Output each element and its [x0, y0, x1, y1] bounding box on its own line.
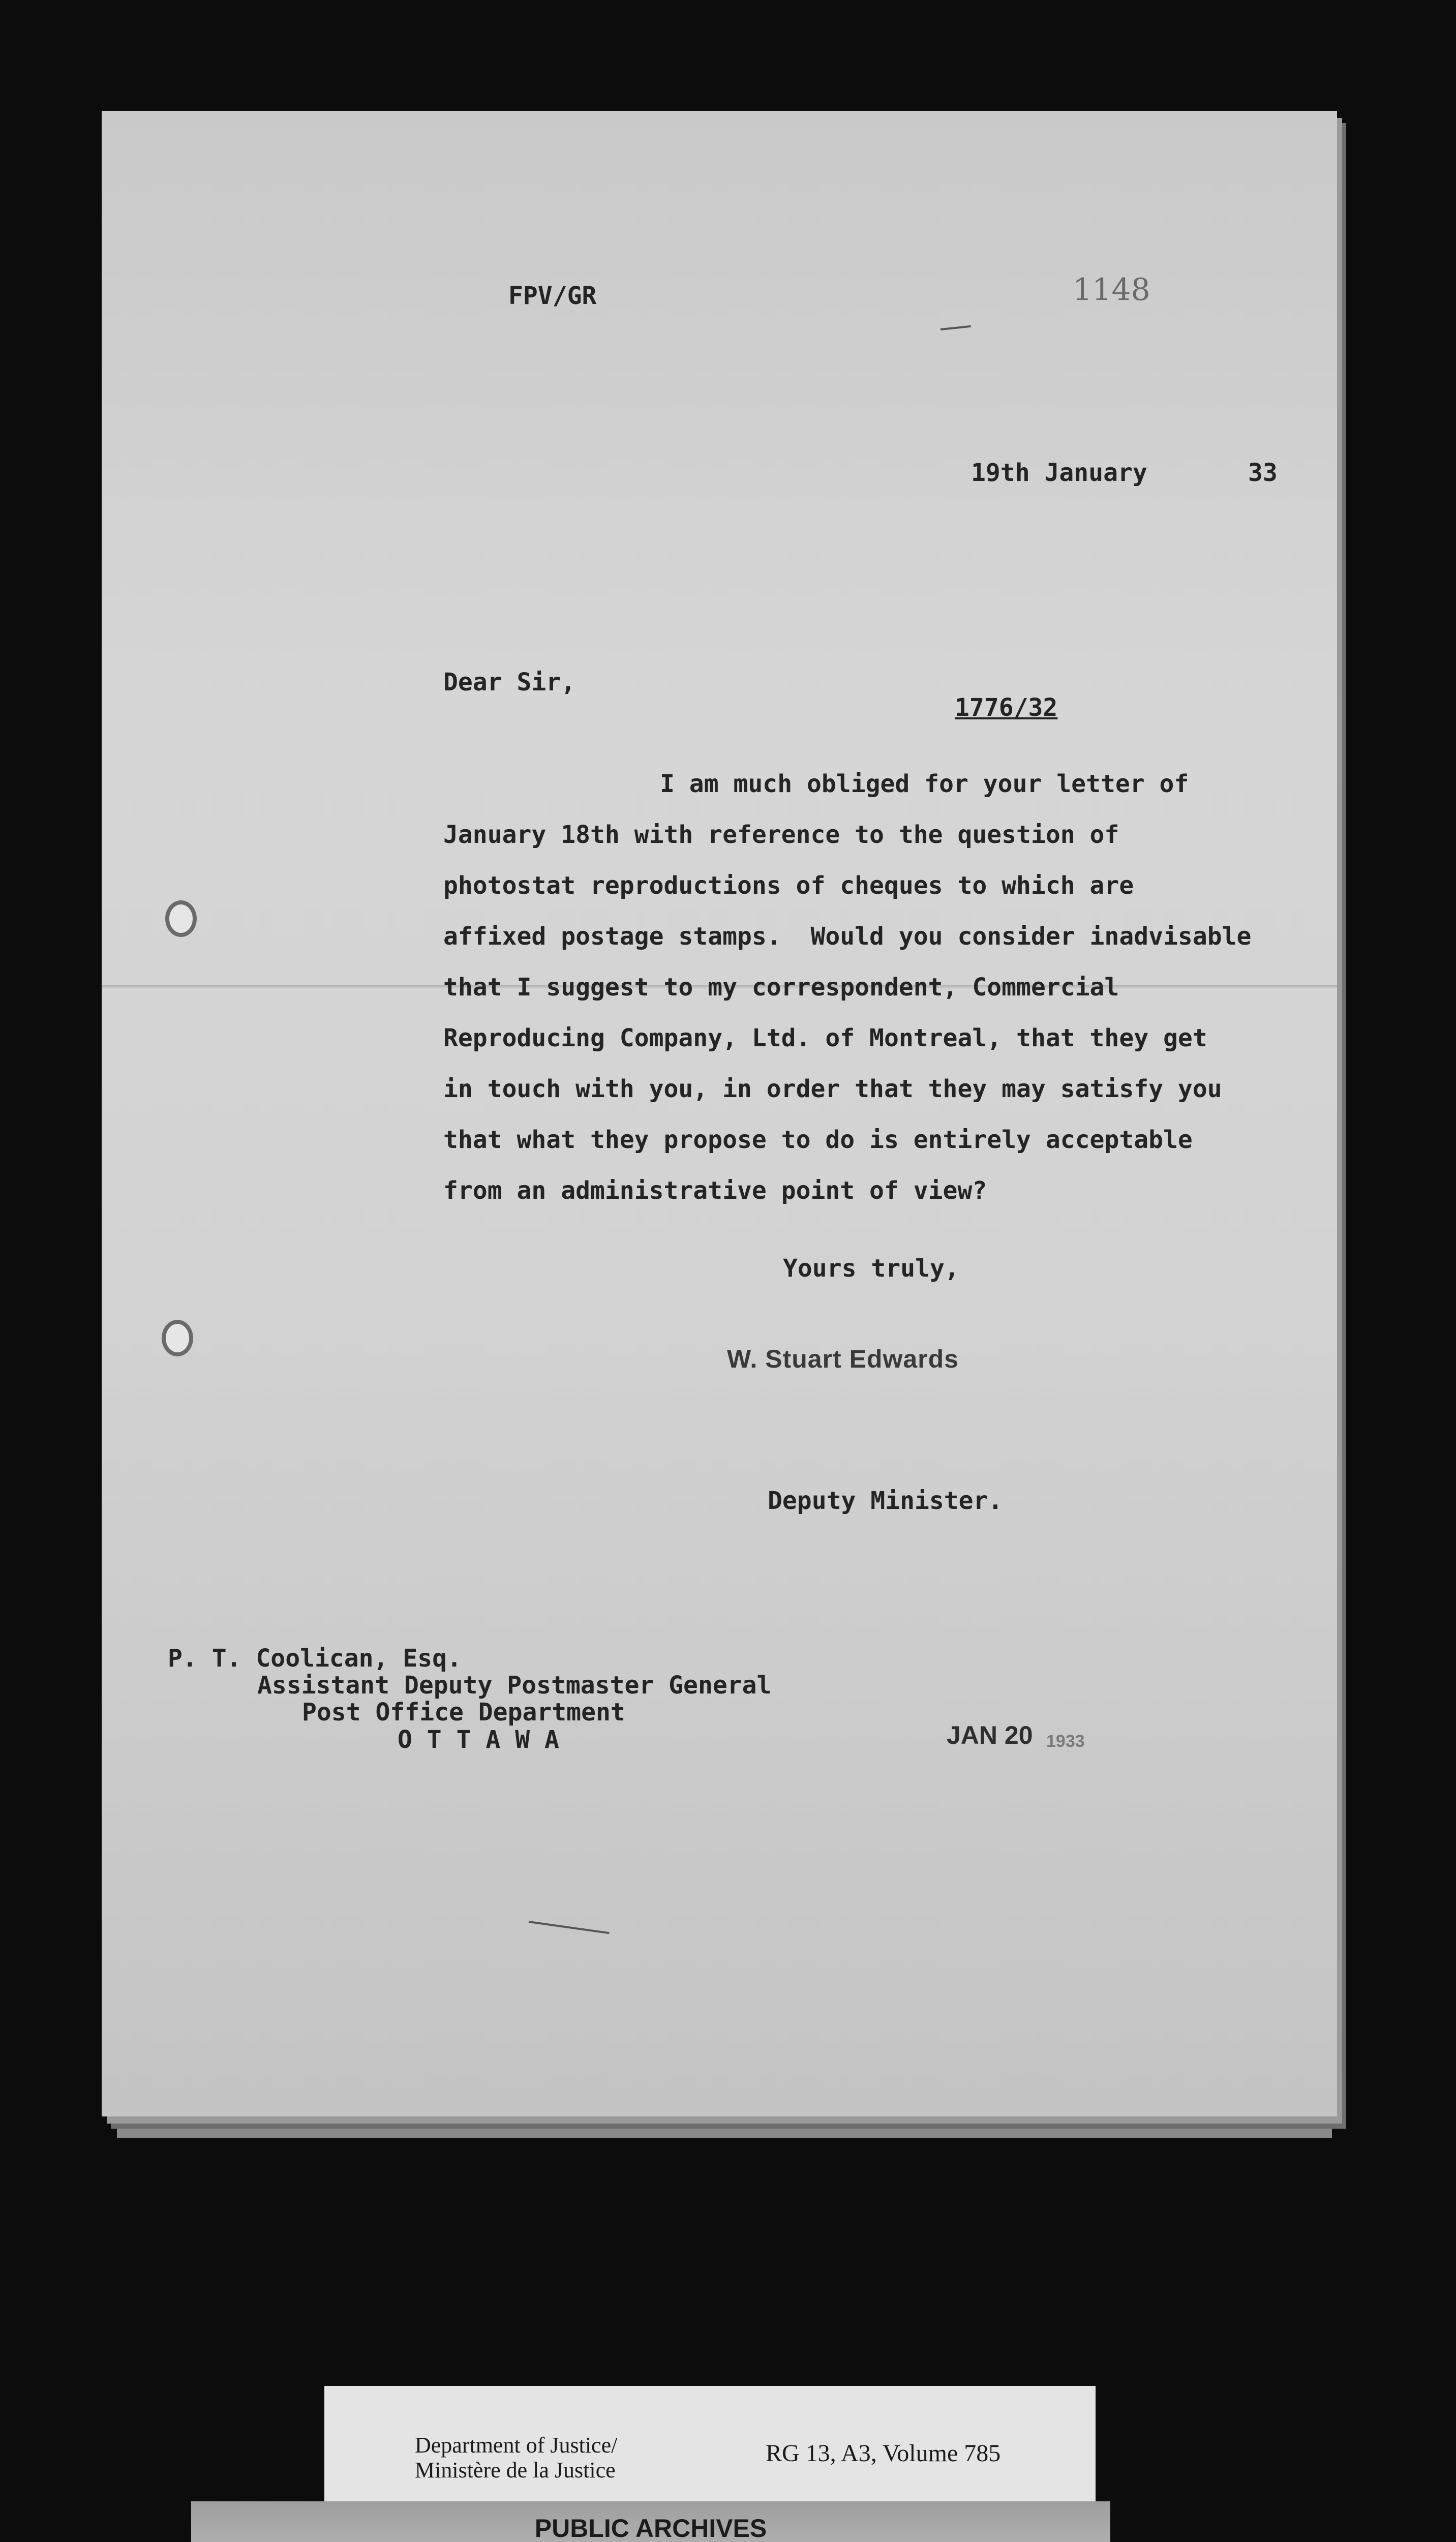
- record-group-volume: RG 13, A3, Volume 785: [766, 2440, 1001, 2467]
- addressee-position: Assistant Deputy Postmaster General: [257, 1671, 772, 1700]
- punch-hole-icon: [165, 900, 197, 937]
- addressee-city: O T T A W A: [398, 1726, 559, 1754]
- closing: Yours truly,: [783, 1254, 959, 1283]
- body-line: January 18th with reference to the question of: [443, 821, 1119, 849]
- department-name: Department of Justice/ Ministère de la Justice: [415, 2433, 618, 2483]
- received-date-stamp-year: 1933: [1046, 1732, 1085, 1751]
- reference-initials: FPV/GR: [508, 282, 597, 310]
- letter-year: 33: [1248, 459, 1278, 487]
- body-line: affixed postage stamps. Would you consider inadvisable: [443, 922, 1252, 951]
- salutation: Dear Sir,: [443, 668, 576, 697]
- body-line: that what they propose to do is entirely acceptable: [443, 1126, 1193, 1154]
- archive-reference-label: [324, 2386, 1096, 2502]
- public-archives-stamp: [191, 2501, 1110, 2542]
- pen-mark: [941, 325, 971, 330]
- file-reference: 1776/32: [955, 693, 1058, 722]
- handwritten-file-number: 1148: [1073, 272, 1150, 308]
- addressee-name: P. T. Coolican, Esq.: [168, 1644, 462, 1673]
- punch-hole-icon: [162, 1320, 193, 1356]
- body-line: that I suggest to my correspondent, Commercial: [443, 973, 1119, 1002]
- pen-mark: [529, 1921, 610, 1934]
- received-date-stamp: JAN 20: [947, 1721, 1033, 1749]
- letter-date: 19th January: [971, 459, 1147, 487]
- signature: W. Stuart Edwards: [727, 1345, 959, 1373]
- body-line: from an administrative point of view?: [443, 1176, 987, 1205]
- addressee-department: Post Office Department: [302, 1698, 625, 1727]
- body-line: photostat reproductions of cheques to which are: [443, 871, 1134, 900]
- signatory-title: Deputy Minister.: [768, 1487, 1003, 1515]
- body-line: Reproducing Company, Ltd. of Montreal, that they get: [443, 1024, 1207, 1052]
- letter-page: [102, 111, 1337, 2116]
- body-line: I am much obliged for your letter of: [660, 770, 1189, 798]
- body-line: in touch with you, in order that they may satisfy you: [443, 1075, 1222, 1103]
- archives-line-english: PUBLIC ARCHIVES: [534, 2514, 767, 2542]
